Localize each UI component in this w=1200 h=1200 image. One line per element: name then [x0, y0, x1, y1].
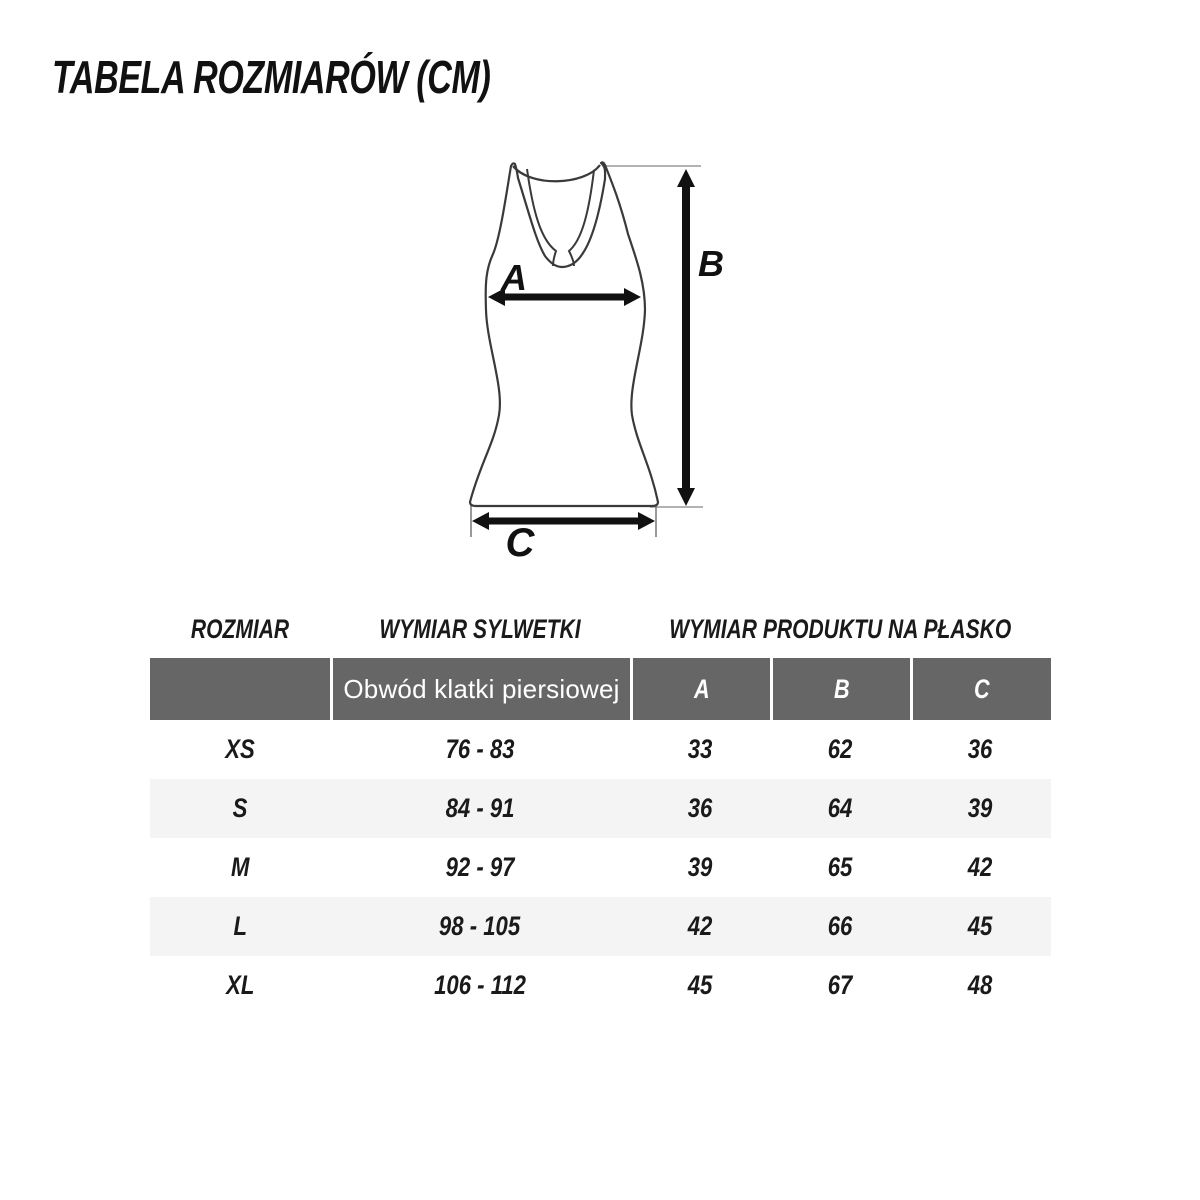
- table-row-xs: [150, 720, 1051, 779]
- b-value: 67: [827, 970, 853, 1000]
- b-value: 66: [827, 911, 853, 941]
- chest-value: 98 - 105: [439, 911, 521, 941]
- c-cell: [910, 956, 1051, 1015]
- size-cell: [150, 897, 330, 956]
- size-value: L: [233, 911, 247, 941]
- group-header-rozmiar: [150, 607, 330, 651]
- chest-cell: [330, 779, 630, 838]
- group-header-wymiar-sylwetki: [330, 607, 630, 651]
- c-cell: [910, 779, 1051, 838]
- size-value: XL: [225, 970, 255, 1000]
- hem-arrow-c: [472, 512, 655, 530]
- header-cell-empty: [150, 658, 330, 720]
- a-cell: [630, 956, 770, 1015]
- page-title: TABELA ROZMIARÓW (CM): [52, 51, 491, 103]
- a-value: 39: [687, 852, 713, 882]
- c-cell: [910, 720, 1051, 779]
- size-cell: [150, 838, 330, 897]
- group-header-wymiar-sylwetki-text: WYMIAR SYLWETKI: [379, 613, 581, 644]
- chest-cell: [330, 720, 630, 779]
- chest-value: 76 - 83: [445, 734, 515, 764]
- size-table: [150, 607, 1051, 1015]
- b-value: 64: [827, 793, 853, 823]
- b-cell: [770, 720, 910, 779]
- table-row-m: [150, 838, 1051, 897]
- a-value: 33: [687, 734, 713, 764]
- group-header-wymiar-produktu: [630, 607, 1051, 651]
- a-cell: [630, 779, 770, 838]
- a-value: 36: [687, 793, 713, 823]
- chest-value: 106 - 112: [434, 970, 526, 1000]
- group-header-rozmiar-text: ROZMIAR: [190, 613, 290, 644]
- a-value: 42: [687, 911, 713, 941]
- length-arrow-b: [677, 169, 695, 506]
- c-cell: [910, 897, 1051, 956]
- header-c-text: C: [974, 673, 990, 704]
- chest-cell: [330, 838, 630, 897]
- tank-outline: [470, 162, 658, 506]
- c-value: 39: [968, 793, 993, 823]
- header-a-text: A: [693, 673, 710, 704]
- a-cell: [630, 720, 770, 779]
- table-row-xl: [150, 956, 1051, 1015]
- header-cell-c: [910, 658, 1051, 720]
- c-value: 42: [968, 852, 993, 882]
- b-cell: [770, 838, 910, 897]
- label-b: B: [698, 243, 724, 284]
- c-cell: [910, 838, 1051, 897]
- chest-cell: [330, 956, 630, 1015]
- size-cell: [150, 720, 330, 779]
- size-value: S: [232, 793, 248, 823]
- label-c: C: [505, 521, 535, 565]
- c-value: 45: [968, 911, 993, 941]
- table-header-row: [150, 658, 1051, 720]
- label-a: A: [501, 257, 527, 298]
- table-group-headers: [150, 607, 1051, 658]
- header-cell-a: [630, 658, 770, 720]
- table-row-s: [150, 779, 1051, 838]
- size-value: M: [230, 852, 250, 882]
- b-value: 62: [827, 734, 853, 764]
- chest-value: 92 - 97: [445, 852, 515, 882]
- size-cell: [150, 779, 330, 838]
- header-chest-text: Obwód klatki piersiowej: [343, 673, 620, 704]
- b-cell: [770, 779, 910, 838]
- header-b-text: B: [833, 673, 850, 704]
- b-value: 65: [827, 852, 853, 882]
- chest-value: 84 - 91: [445, 793, 515, 823]
- group-header-wymiar-produktu-text: WYMIAR PRODUKTU NA PŁASKO: [669, 613, 1012, 644]
- tank-top-svg: [430, 140, 760, 585]
- size-cell: [150, 956, 330, 1015]
- c-value: 36: [968, 734, 993, 764]
- back-neckline: [513, 165, 600, 181]
- header-cell-chest: [330, 658, 630, 720]
- size-value: XS: [225, 734, 255, 764]
- a-value: 45: [687, 970, 713, 1000]
- c-value: 48: [968, 970, 993, 1000]
- table-row-l: [150, 897, 1051, 956]
- chest-cell: [330, 897, 630, 956]
- a-cell: [630, 838, 770, 897]
- a-cell: [630, 897, 770, 956]
- tank-top-diagram: [430, 140, 760, 585]
- b-cell: [770, 956, 910, 1015]
- b-cell: [770, 897, 910, 956]
- header-cell-b: [770, 658, 910, 720]
